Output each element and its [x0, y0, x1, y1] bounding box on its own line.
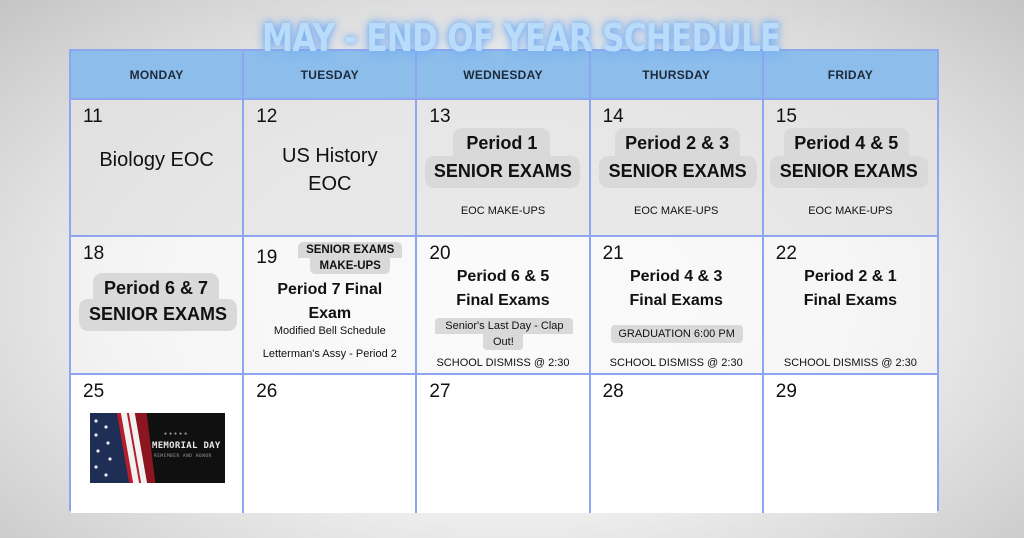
day-cell-25	[71, 375, 244, 513]
last-day-tag-bottom: Out!	[483, 334, 523, 350]
day-cell-19	[244, 237, 417, 375]
event-note: SCHOOL DISMISS @ 2:30	[783, 357, 917, 369]
day-cell-22	[764, 237, 937, 375]
event-title-line1: Period 4 & 3	[629, 268, 723, 285]
exam-pill-bottom: SENIOR EXAMS	[425, 156, 580, 188]
header-thursday: THURSDAY	[591, 51, 764, 100]
page-title: MAY - END OF YEAR SCHEDULE	[262, 16, 781, 60]
exam-pill-top: Period 4 & 5	[784, 128, 909, 160]
day-cell-21	[591, 237, 764, 375]
event-title-line2: Final Exams	[629, 292, 723, 309]
exam-pill-top: Period 1	[453, 128, 550, 160]
day-cell-20	[417, 237, 590, 375]
day-number: 26	[256, 381, 278, 402]
exam-pill-bottom: SENIOR EXAMS	[770, 156, 928, 188]
event-text-line2: EOC	[308, 173, 352, 195]
event-note: SCHOOL DISMISS @ 2:30	[609, 357, 743, 369]
event-text: Biology EOC	[99, 149, 214, 171]
event-title-line1: Period 7 Final	[277, 281, 383, 298]
day-number: 12	[256, 106, 278, 127]
makeup-tag-bottom: MAKE-UPS	[310, 258, 390, 274]
event-text-line1: US History	[282, 145, 378, 167]
day-cell-14	[591, 100, 764, 237]
day-number: 21	[602, 243, 624, 264]
header-wednesday: WEDNESDAY	[417, 51, 590, 100]
header-monday: MONDAY	[71, 51, 244, 100]
last-day-tag-top: Senior's Last Day - Clap	[435, 318, 573, 334]
day-cell-11	[71, 100, 244, 237]
day-number: 25	[83, 381, 105, 402]
event-note-1: Modified Bell Schedule	[273, 325, 386, 337]
exam-pill-bottom: SENIOR EXAMS	[599, 156, 757, 188]
day-cell-12	[244, 100, 417, 237]
event-title-line1: Period 6 & 5	[456, 268, 550, 285]
memorial-day-image	[90, 413, 225, 483]
day-number: 14	[602, 106, 624, 127]
event-note: EOC MAKE-UPS	[460, 205, 546, 217]
day-number: 18	[83, 243, 105, 264]
day-cell-15	[764, 100, 937, 237]
day-number: 22	[775, 243, 797, 264]
day-cell-29	[764, 375, 937, 513]
graduation-tag: GRADUATION 6:00 PM	[611, 325, 743, 343]
exam-pill-top: Period 2 & 3	[615, 128, 740, 160]
day-cell-28	[591, 375, 764, 513]
event-note-2: Letterman's Assy - Period 2	[262, 348, 397, 360]
day-cell-18	[71, 237, 244, 375]
day-cell-27	[417, 375, 590, 513]
header-friday: FRIDAY	[764, 51, 937, 100]
day-number: 15	[775, 106, 797, 127]
exam-pill-top: Period 6 & 7	[93, 273, 219, 305]
day-cell-26	[244, 375, 417, 513]
event-note: SCHOOL DISMISS @ 2:30	[436, 357, 570, 369]
makeup-tag-top: SENIOR EXAMS	[298, 242, 402, 258]
memorial-day-subtitle: REMEMBER AND HONOR	[154, 454, 212, 459]
day-number: 13	[429, 106, 451, 127]
day-number: 29	[775, 381, 797, 402]
event-note: EOC MAKE-UPS	[634, 205, 719, 217]
event-title-line1: Period 2 & 1	[804, 268, 897, 285]
event-title-line2: Exam	[308, 305, 352, 322]
day-number: 11	[83, 106, 103, 127]
header-tuesday: TUESDAY	[244, 51, 417, 100]
decorative-dots: ●●●●●	[164, 431, 190, 437]
day-number: 20	[429, 243, 451, 264]
event-title-line2: Final Exams	[803, 292, 898, 309]
calendar-grid	[69, 49, 939, 511]
day-number: 27	[429, 381, 451, 402]
day-number: 19	[256, 247, 278, 268]
event-note: EOC MAKE-UPS	[808, 205, 893, 217]
day-number: 28	[602, 381, 624, 402]
exam-pill-bottom: SENIOR EXAMS	[79, 299, 237, 331]
memorial-day-title: MEMORIAL DAY	[152, 441, 221, 451]
event-title-line2: Final Exams	[456, 292, 550, 309]
day-cell-13	[417, 100, 590, 237]
